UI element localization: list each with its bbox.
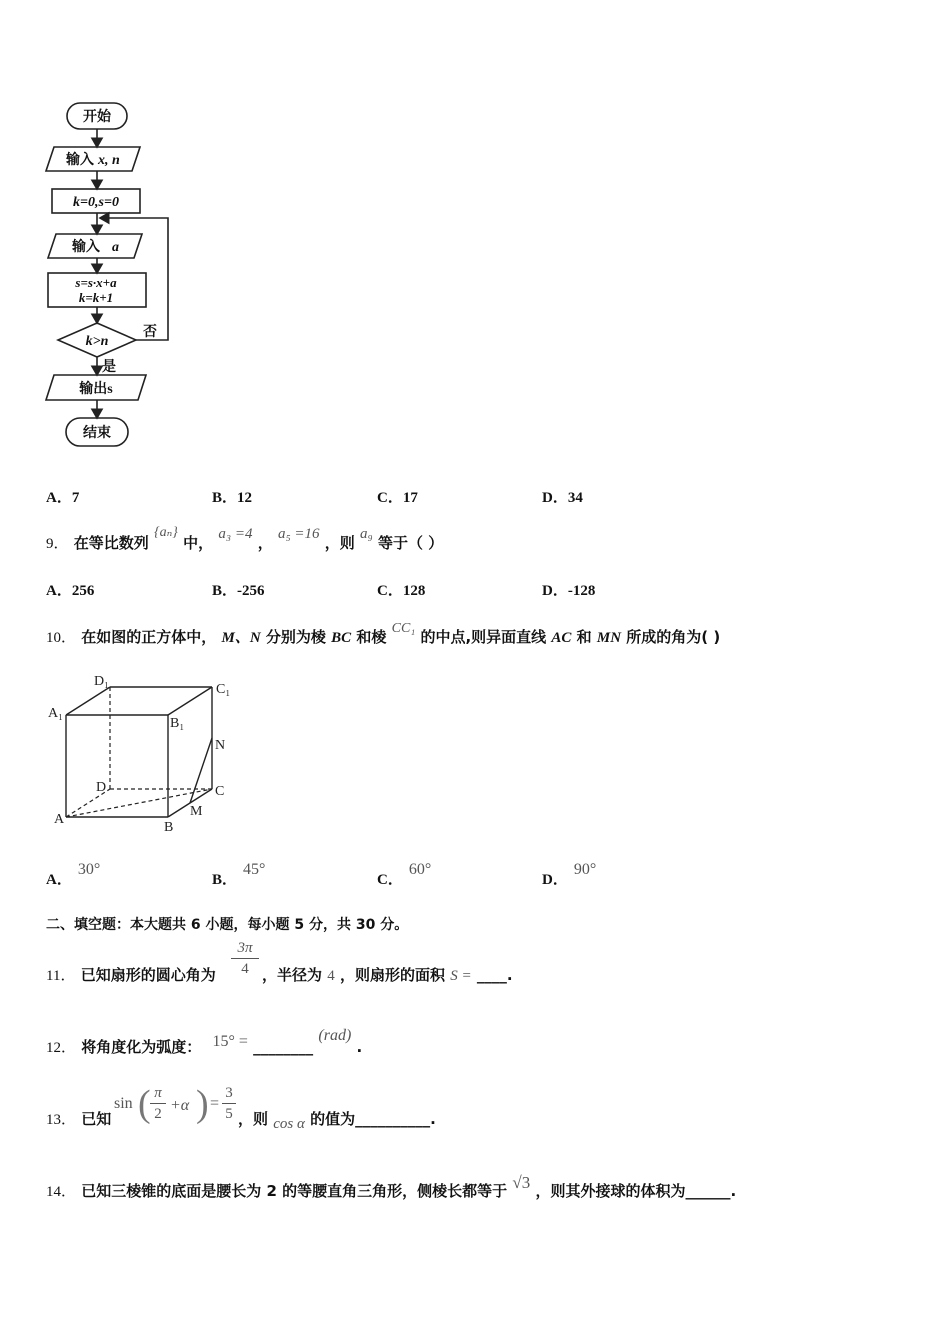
q11-text: ，半径为	[262, 966, 323, 984]
q10-text: 在如图的正方体中，	[81, 628, 217, 646]
flow-end: 结束	[83, 426, 111, 441]
q12-degrees: 15° =	[212, 1033, 248, 1050]
q11-text: ，则扇形的面积	[339, 966, 445, 984]
cube-label-a1: A₁	[48, 706, 63, 721]
option-value: 34	[567, 490, 583, 506]
q13-text: ，则	[238, 1110, 269, 1128]
q13-paren-left: (	[138, 1083, 151, 1125]
fraction-numerator: 3π	[231, 938, 259, 959]
q11-text: 已知扇形的圆心角为	[80, 966, 216, 984]
q9-option-b[interactable]	[212, 579, 265, 600]
flow-step2: k=k+1	[78, 290, 114, 305]
cube-label-c: C	[215, 784, 225, 799]
question-11	[46, 964, 216, 985]
q8-option-b[interactable]	[212, 486, 252, 507]
q8-option-a[interactable]	[46, 486, 79, 507]
q11-text: .	[506, 966, 513, 984]
flow-start: 开始	[83, 110, 111, 125]
q14-text: .	[730, 1182, 737, 1200]
cube-label-b: B	[164, 820, 174, 835]
cube-label-n: N	[215, 738, 226, 753]
q10-cc1: CC₁	[391, 621, 416, 636]
option-value: 60°	[408, 861, 432, 878]
cube-label-m: M	[190, 804, 203, 819]
q12-text: .	[356, 1038, 363, 1056]
q11-fraction	[231, 938, 259, 979]
flow-input-xn: 输入	[66, 153, 94, 168]
q13-cos: cos α	[273, 1116, 305, 1132]
question-12	[46, 1027, 363, 1057]
option-value: 7	[71, 490, 80, 506]
q10-ac: AC	[551, 630, 572, 646]
q13-equals: =	[210, 1095, 220, 1112]
flow-step1: s=s·x+a	[75, 275, 117, 290]
flow-input-a: 输入	[72, 240, 100, 255]
q9-text: ，	[257, 534, 273, 552]
fraction-denominator: 5	[225, 1106, 233, 1122]
q13-answer-blank[interactable]: __________	[355, 1110, 431, 1128]
option-label: A．	[46, 490, 72, 506]
q10-bc: BC	[331, 630, 352, 646]
q10-option-a[interactable]	[46, 858, 101, 888]
q14-sqrt3: √3	[512, 1173, 531, 1192]
q9-sequence: {aₙ}	[154, 525, 178, 540]
q9-option-a[interactable]	[46, 579, 94, 600]
q13-fraction-pi	[150, 1083, 166, 1124]
cube-figure	[44, 665, 244, 835]
q13-paren-right: )	[196, 1083, 209, 1125]
q9-a9: a₉	[360, 526, 373, 542]
question-number: 14．	[46, 1184, 77, 1200]
q10-mn: M、N	[221, 630, 261, 646]
q8-option-d[interactable]	[542, 486, 583, 507]
option-value: 45°	[243, 861, 266, 878]
flow-output: 输出s	[79, 382, 113, 397]
option-value: 128	[402, 583, 426, 599]
option-label: D．	[542, 872, 568, 888]
option-value: 30°	[77, 861, 101, 878]
flowchart	[40, 95, 190, 455]
option-label: C．	[377, 583, 403, 599]
question-number: 9．	[46, 536, 69, 552]
q10-option-b[interactable]	[212, 858, 266, 888]
question-number: 10．	[46, 630, 77, 646]
flow-yes: 是	[102, 360, 116, 375]
q10-text: 和	[576, 628, 592, 646]
fraction-numerator: π	[150, 1083, 166, 1104]
q9-a3: a₃ =4	[218, 526, 253, 542]
q10-text: 所成的角为( )	[626, 628, 721, 646]
option-label: B．	[212, 872, 238, 888]
option-label: B．	[212, 583, 238, 599]
option-value: 256	[71, 583, 95, 599]
question-10	[46, 621, 721, 647]
question-number: 11．	[46, 968, 76, 984]
cube-label-d: D	[96, 780, 107, 795]
option-label: C．	[377, 490, 403, 506]
q13-text: .	[430, 1110, 436, 1128]
option-label: A．	[46, 583, 72, 599]
flow-input-xn-vars: x, n	[98, 153, 120, 168]
option-value: 12	[237, 490, 253, 506]
question-13	[46, 1108, 111, 1129]
option-label: A．	[46, 872, 72, 888]
q13-fraction-35	[222, 1083, 236, 1124]
option-label: B．	[212, 490, 238, 506]
q9-option-c[interactable]	[377, 579, 425, 600]
q11-answer-blank[interactable]: ____	[476, 966, 507, 984]
q12-rad: (rad)	[318, 1027, 352, 1044]
option-label: C．	[377, 872, 403, 888]
cube-label-c1: C₁	[216, 682, 231, 697]
option-label: D．	[542, 583, 568, 599]
option-value: 17	[402, 490, 418, 506]
q13-plus-alpha: +α	[170, 1097, 190, 1114]
q11-rest	[262, 964, 513, 985]
flow-no: 否	[143, 325, 157, 340]
cube-label-b1: B₁	[170, 716, 185, 731]
q13-rest	[238, 1108, 436, 1132]
q9-text: 在等比数列	[73, 534, 149, 552]
q10-text: 分别为棱	[265, 628, 326, 646]
q9-text: 中，	[183, 534, 214, 552]
option-value: 90°	[573, 861, 597, 878]
flow-input-a-var: a	[112, 240, 119, 255]
q14-answer-blank[interactable]: ______	[685, 1182, 731, 1200]
flow-cond: k>n	[85, 334, 109, 349]
cube-label-a: A	[54, 812, 65, 827]
q13-sin: sin	[114, 1095, 133, 1112]
question-9	[46, 525, 444, 553]
option-value: -256	[237, 583, 265, 599]
question-14	[46, 1173, 737, 1201]
q9-text: ，则	[324, 534, 355, 552]
question-number: 12．	[46, 1040, 77, 1056]
q8-option-c[interactable]	[377, 486, 418, 507]
q10-text: 的中点,则异面直线	[420, 628, 547, 646]
flow-init: k=0,s=0	[73, 195, 119, 210]
q9-a5: a₅ =16	[277, 526, 320, 542]
q12-text: 将角度化为弧度：	[81, 1038, 202, 1056]
q14-text: ，则其外接球的体积为	[535, 1182, 686, 1200]
q10-option-d[interactable]	[542, 858, 597, 888]
flowchart-svg	[40, 95, 190, 455]
option-label: D．	[542, 490, 568, 506]
q13-text: 已知	[81, 1110, 112, 1128]
q9-option-d[interactable]	[542, 579, 595, 600]
q14-text: 已知三棱锥的底面是腰长为 2 的等腰直角三角形，侧棱长都等于	[81, 1182, 508, 1200]
cube-label-d1: D₁	[94, 674, 109, 689]
fraction-denominator: 2	[154, 1106, 162, 1122]
q10-option-c[interactable]	[377, 858, 432, 888]
q12-answer-blank[interactable]: ________	[253, 1038, 314, 1056]
q13-text: 的值为	[310, 1110, 356, 1128]
q10-mn2: MN	[596, 630, 622, 646]
section-heading: 二、填空题：本大题共 6 小题，每小题 5 分，共 30 分。	[46, 917, 409, 933]
question-number: 13．	[46, 1112, 77, 1128]
q11-s: S =	[450, 968, 472, 984]
option-value: -128	[567, 583, 596, 599]
q10-text: 和棱	[356, 628, 387, 646]
fraction-denominator: 4	[241, 961, 249, 977]
fraction-numerator: 3	[222, 1083, 236, 1104]
q11-radius: 4	[327, 968, 335, 984]
q9-text: 等于（ ）	[377, 534, 444, 552]
